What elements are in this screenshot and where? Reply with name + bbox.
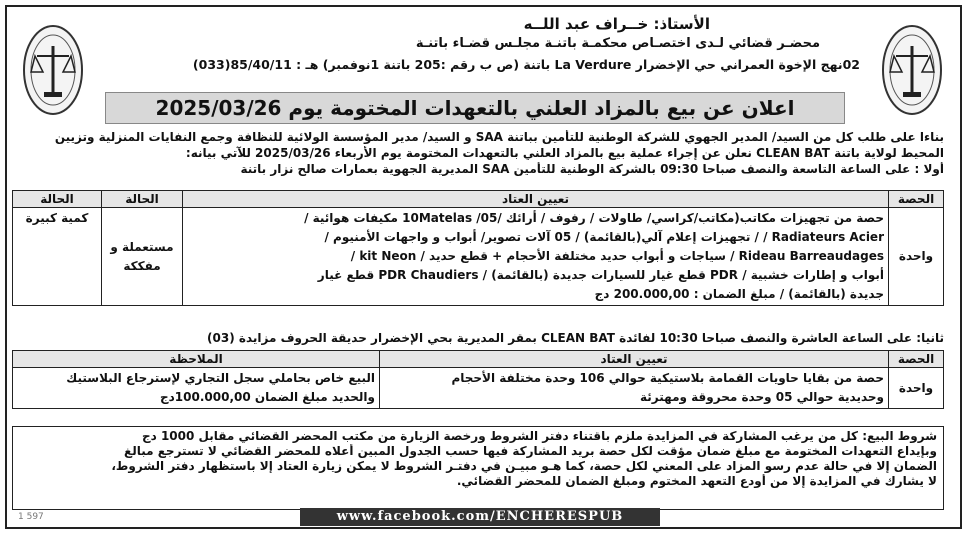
condition-line: وبإيداع التعهدات المختومة مع مبلغ ضمان مؤقت لكل حصة بريد المشاركة فيها حسب الجدول المبين أعلاه للمحضر القضائي لا تسترجع مبالغ	[124, 444, 937, 458]
description-line: حصة من تجهيزات مكاتب(مكاتب/كراسي/ طاولات / رفوف / أرائك /05/ 10Matelas مكيفات هوائية /	[304, 211, 884, 225]
note-cell	[13, 368, 380, 409]
note-line: والحديد مبلغ الضمان 100.000,00دج	[159, 390, 375, 404]
bailiff-header	[100, 14, 860, 76]
sale-conditions	[12, 426, 944, 510]
first-session-line: أولا : على الساعة التاسعة والنصف صباحا 09:30 بالشركة الوطنية للتأمين SAA المديرية الجهوية بعمارات صالح نزار باتنة	[240, 162, 944, 176]
description-cell	[183, 208, 889, 306]
table-header: الحصة	[889, 351, 944, 368]
description-line: Radiateurs Acier / / تجهيزات إعلام آلي(بالقائمة) / 05 آلات تصوير/ أبواب و واجهات الأمنيوم /	[324, 230, 884, 244]
table-header: تعيين العتاد	[183, 191, 889, 208]
lots-table-1	[12, 190, 944, 306]
announcement-title: اعلان عن بيع بالمزاد العلني بالتعهدات المختومة يوم 2025/03/26	[105, 92, 845, 124]
intro-line-1: بناءا على طلب كل من السيد/ المدير الجهوي للشركة الوطنية للتأمين بباتنة SAA و السيد/ مدير المؤسسة الولائية للنظافة وجمع النفايات المنزلية وتزيين	[54, 130, 944, 144]
condition-line: شروط البيع: كل من يرغب المشاركة في المزايدة ملزم باقتناء دفتر الشروط ورخصة الزيارة من مكتب المحضر القضائي مقابل 1000 دج	[141, 429, 937, 443]
justice-seal-icon	[881, 24, 943, 116]
table-header: الملاحظة	[13, 351, 380, 368]
description-line: أبواب و إطارات خشبية / PDR قطع غيار للسيارات جديدة (بالقائمة) / PDR Chaudiers قطع غيار	[317, 268, 884, 282]
description-line: حصة من بقايا حاويات القمامة بلاستيكية حوالي 106 وحدة مختلفة الأحجام	[451, 371, 884, 385]
condition-cell: مستعملة و مفككة	[102, 208, 183, 306]
facebook-link[interactable]: www.facebook.com/ENCHERESPUB	[300, 508, 660, 526]
second-session-line: ثانيا: على الساعة العاشرة والنصف صباحا 10:30 لفائدة CLEAN BAT بمقر المديرية بحي الإخضرار حديقة الحروف مزايدة (03)	[207, 331, 944, 345]
bailiff-address: 02نهج الإخوة العمراني حي الإخضرار La Verdure باتنة (ص ب رقم :205 باتنة 1نوفمبر) هـ : 85/40/11(033)	[192, 57, 860, 72]
ad-code: 1 597	[18, 512, 44, 522]
condition-line: لا يشارك في المزايدة إلا من أودع التعهد المختوم ومبلغ الضمان للمحضر القضائي.	[456, 474, 937, 488]
bailiff-name: الأستاذ: خــراف عبد اللــه	[523, 15, 710, 33]
lots-table-2	[12, 350, 944, 409]
table-header: تعيين العتاد	[380, 351, 889, 368]
table-row	[13, 368, 944, 409]
table-header: الحالة	[13, 191, 102, 208]
table-row	[13, 208, 944, 306]
table-header: الحالة	[102, 191, 183, 208]
note-line: البيع خاص بحاملي سجل التجاري لإسترجاع البلاستيك	[66, 371, 375, 385]
quantity-cell: كمية كبيرة	[13, 208, 102, 306]
intro-line-2: المحيط لولاية باتنة CLEAN BAT نعلن عن إجراء عملية بيع بالمزاد العلني بالتعهدات المختومة يوم الأربعاء 2025/03/26 للآتي بيانه:	[185, 146, 944, 160]
description-line: وحديدية حوالي 05 وحدة محروقة ومهترئة	[640, 390, 884, 404]
lot-cell: واحدة	[889, 368, 944, 409]
condition-line: الضمان إلا في حالة عدم رسو المزاد على المعني لكل حصة، كما هـو مبيـن في دفتـر الشروط لا يمكن زيارة العتاد إلا باستظهار دفتر الشروط،	[111, 459, 937, 473]
table-header: الحصة	[889, 191, 944, 208]
justice-seal-icon	[22, 24, 84, 116]
description-line: جديدة (بالقائمة) / مبلغ الضمان : 200.000,00 دج	[594, 287, 884, 301]
description-line: Rideau Barreaudages / سياجات و أبواب حديد مختلفة الأحجام + قطع حديد / kit Neon /	[350, 249, 884, 263]
description-cell	[380, 368, 889, 409]
lot-cell: واحدة	[889, 208, 944, 306]
bailiff-jurisdiction: محضـر قضائي لـدى اختصـاص محكمـة باتنـة مجلـس قضـاء باتنـة	[415, 36, 820, 51]
